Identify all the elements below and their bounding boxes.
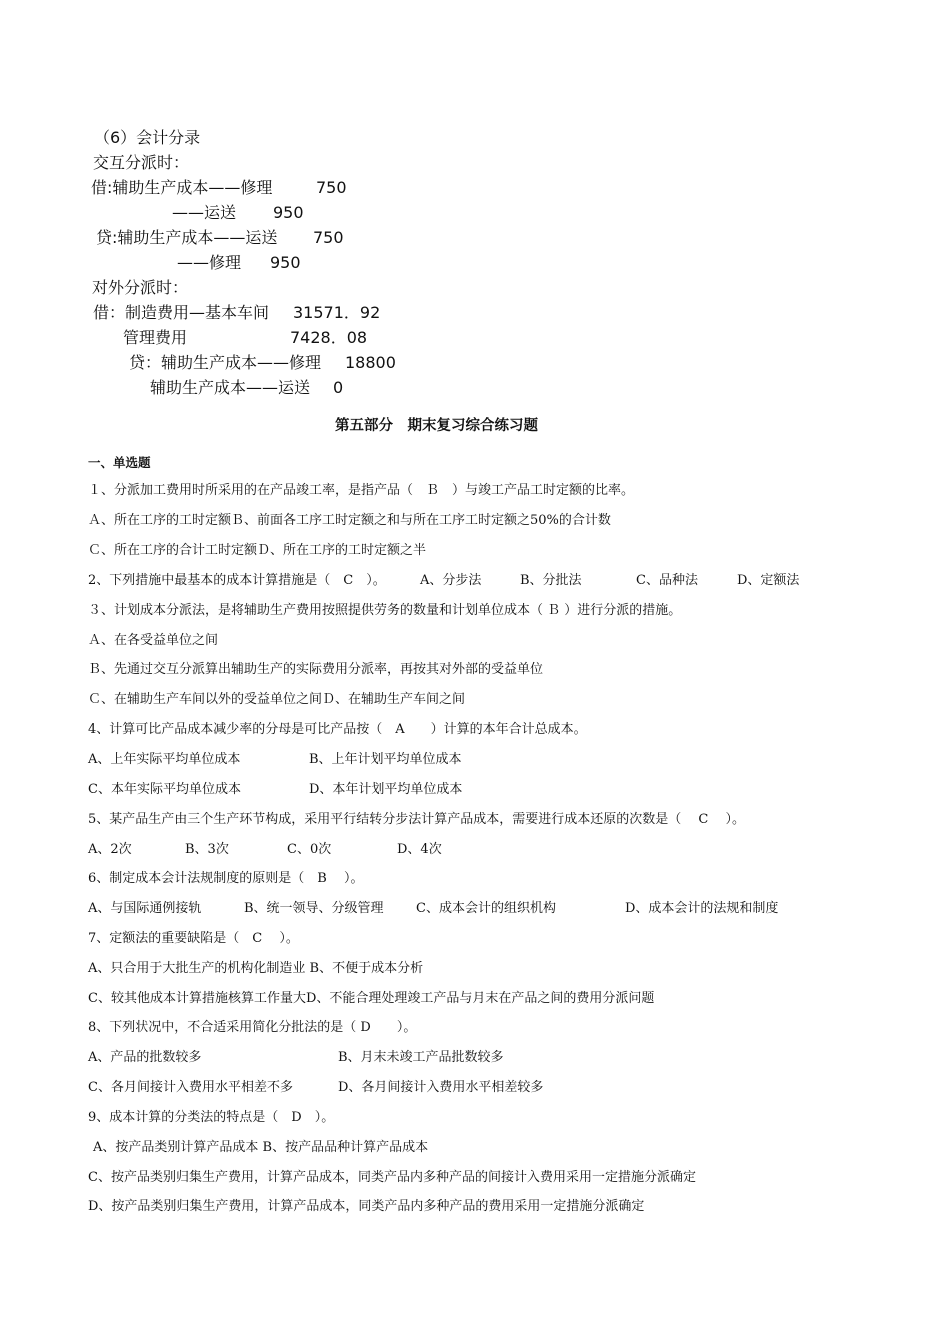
question-3: ３、计划成本分派法，是将辅助生产费用按照提供劳务的数量和计划单位成本（ Ｂ ）进行分派的措施。: [88, 603, 682, 618]
question-8-option-b: B、月末未竣工产品批数较多: [338, 1050, 504, 1065]
question-1-options-ab: Ａ、所在工序的工时定额Ｂ、前面各工序工时定额之和与所在工序工时定额之50%的合计数: [88, 513, 611, 528]
mutual-credit-1-text: 贷:辅助生产成本——运送: [96, 228, 278, 247]
question-4-option-a: A、上年实际平均单位成本: [88, 752, 241, 767]
question-5-option-c: C、0次: [287, 842, 332, 857]
question-6-option-c: C、成本会计的组织机构: [416, 901, 556, 916]
mutual-credit-1-amount: 750: [313, 228, 344, 247]
question-9-option-c: C、按产品类别归集生产费用，计算产品成本，同类产品内多种产品的间接计入费用采用一定措施分派确定: [88, 1170, 696, 1185]
question-9-option-d: D、按产品类别归集生产费用，计算产品成本，同类产品内多种产品的费用采用一定措施分派确定: [88, 1199, 645, 1214]
external-debit-2-text: 管理费用: [123, 328, 188, 347]
external-credit-1-text: 贷：辅助生产成本——修理: [129, 353, 322, 372]
question-6-option-b: B、统一领导、分级管理: [244, 901, 384, 916]
question-2-option-d: D、定额法: [737, 573, 800, 588]
external-allocation-label: 对外分派时：: [92, 278, 189, 297]
mutual-credit-2-amount: 950: [270, 253, 301, 272]
mutual-credit-2-text: ——修理: [177, 253, 242, 272]
entries-heading: （6）会计分录: [94, 128, 201, 147]
question-4-option-b: B、上年计划平均单位成本: [309, 752, 462, 767]
question-3-options-cd: Ｃ、在辅助生产车间以外的受益单位之间Ｄ、在辅助生产车间之间: [88, 692, 466, 707]
question-6-option-d: D、成本会计的法规和制度: [625, 901, 779, 916]
question-5-option-b: B、3次: [185, 842, 229, 857]
question-5: 5、某产品生产由三个生产环节构成，采用平行结转分步法计算产品成本，需要进行成本还原的次数是（ C ）。: [88, 812, 745, 827]
question-1-options-cd: Ｃ、所在工序的合计工时定额Ｄ、所在工序的工时定额之半: [88, 543, 427, 558]
question-2-stem: 2、下列措施中最基本的成本计算措施是（ C ）。: [88, 573, 386, 588]
question-2-option-b: B、分批法: [520, 573, 582, 588]
question-1: １、分派加工费用时所采用的在产品竣工率，是指产品（ Ｂ ）与竣工产品工时定额的比率。: [88, 483, 635, 498]
mutual-debit-2-text: ——运送: [172, 203, 237, 222]
external-debit-1-text: 借：制造费用—基本车间: [93, 303, 270, 322]
question-9-options-ab: A、按产品类别计算产品成本 B、按产品品种计算产品成本: [93, 1140, 429, 1155]
question-8-option-a: A、产品的批数较多: [88, 1050, 202, 1065]
question-2-option-c: C、品种法: [636, 573, 698, 588]
question-5-option-a: A、2次: [88, 842, 132, 857]
question-6-option-a: A、与国际通例接轨: [88, 901, 202, 916]
mutual-debit-2-amount: 950: [273, 203, 304, 222]
question-5-option-d: D、4次: [397, 842, 442, 857]
question-7: 7、定额法的重要缺陷是（ C ）。: [88, 931, 299, 946]
question-7-options-ab: A、只合用于大批生产的机构化制造业 B、不便于成本分析: [88, 961, 424, 976]
question-7-options-cd: C、较其他成本计算措施核算工作量大D、不能合理处理竣工产品与月末在产品之间的费用分派问题: [88, 991, 655, 1006]
question-6: 6、制定成本会计法规制度的原则是（ B ）。: [88, 871, 364, 886]
question-3-option-b: Ｂ、先通过交互分派算出辅助生产的实际费用分派率，再按其对外部的受益单位: [88, 662, 544, 677]
external-debit-2-amount: 7428．08: [290, 328, 368, 347]
question-8-option-c: C、各月间接计入费用水平相差不多: [88, 1080, 293, 1095]
mutual-debit-1-amount: 750: [316, 178, 347, 197]
question-9: 9、成本计算的分类法的特点是（ D ）。: [88, 1110, 335, 1125]
external-credit-1-amount: 18800: [345, 353, 396, 372]
question-4: 4、计算可比产品成本减少率的分母是可比产品按（ A ）计算的本年合计总成本。: [88, 722, 587, 737]
external-credit-2-text: 辅助生产成本——运送: [150, 378, 311, 397]
mutual-allocation-label: 交互分派时：: [93, 153, 190, 172]
external-debit-1-amount: 31571．92: [293, 303, 381, 322]
question-8-option-d: D、各月间接计入费用水平相差较多: [338, 1080, 544, 1095]
section-title: 一、单选题: [88, 455, 151, 470]
question-3-option-a: Ａ、在各受益单位之间: [88, 633, 219, 648]
question-8: 8、下列状况中，不合适采用简化分批法的是（ D ）。: [88, 1020, 417, 1035]
mutual-debit-1-text: 借:辅助生产成本——修理: [91, 178, 273, 197]
question-4-option-c: C、本年实际平均单位成本: [88, 782, 241, 797]
question-2-option-a: A、分步法: [420, 573, 482, 588]
part-title: 第五部分 期末复习综合练习题: [335, 418, 538, 434]
question-4-option-d: D、本年计划平均单位成本: [309, 782, 463, 797]
external-credit-2-amount: 0: [333, 378, 344, 397]
